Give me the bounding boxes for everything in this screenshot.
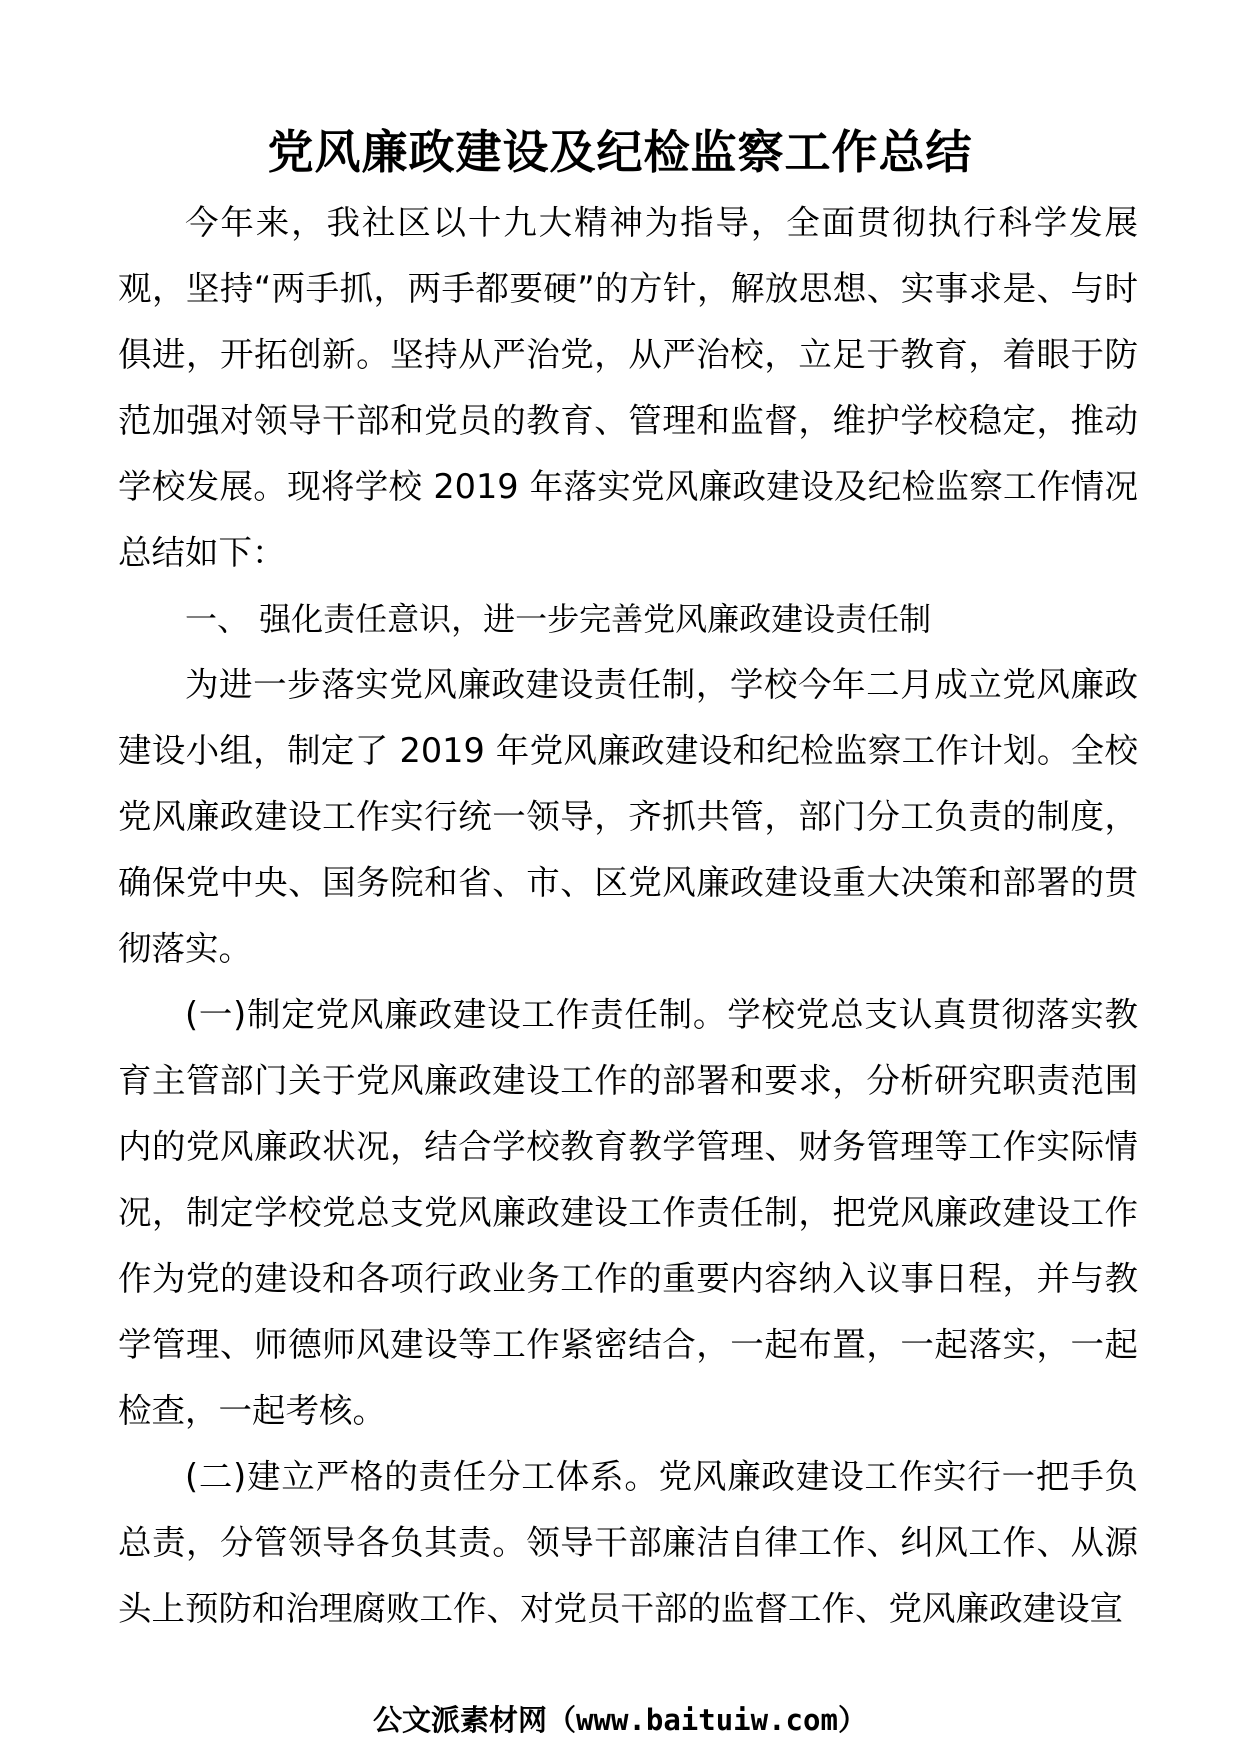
document-body <box>118 190 1138 1642</box>
paragraph-section-1: 为进一步落实党风廉政建设责任制，学校今年二月成立党风廉政建设小组，制定了 2019 年党风廉政建设和纪检监察工作计划。全校党风廉政建设工作实行统一领导，齐抓共管，部门分工负责的制度，确保党中央、国务院和省、市、区党风廉政建设重大决策和部署的贯彻落实。 <box>118 665 1138 968</box>
section-heading-1: 一、 强化责任意识，进一步完善党风廉政建设责任制 <box>185 600 932 638</box>
paragraph-intro: 今年来，我社区以十九大精神为指导，全面贯彻执行科学发展观，坚持“两手抓，两手都要硬”的方针，解放思想、实事求是、与时俱进，开拓创新。坚持从严治党，从严治校，立足于教育，着眼于防范加强对领导干部和党员的教育、管理和监督，维护学校稳定，推动学校发展。现将学校 2019 年落实党风廉政建设及纪检监察工作情况总结如下： <box>118 203 1138 572</box>
paragraph-subsection-2: (二)建立严格的责任分工体系。党风廉政建设工作实行一把手负总责，分管领导各负其责。领导干部廉洁自律工作、纠风工作、从源头上预防和治理腐败工作、对党员干部的监督工作、党风廉政建设宣 <box>118 1457 1138 1628</box>
document-title: 党风廉政建设及纪检监察工作总结 <box>267 125 973 179</box>
footer-watermark: 公文派素材网（www.baituiw.com） <box>373 1703 867 1737</box>
paragraph-subsection-1: (一)制定党风廉政建设工作责任制。学校党总支认真贯彻落实教育主管部门关于党风廉政建设工作的部署和要求，分析研究职责范围内的党风廉政状况，结合学校教育教学管理、财务管理等工作实际情况，制定学校党总支党风廉政建设工作责任制，把党风廉政建设工作作为党的建设和各项行政业务工作的重要内容纳入议事日程，并与教学管理、师德师风建设等工作紧密结合，一起布置，一起落实，一起检查，一起考核。 <box>118 995 1138 1430</box>
